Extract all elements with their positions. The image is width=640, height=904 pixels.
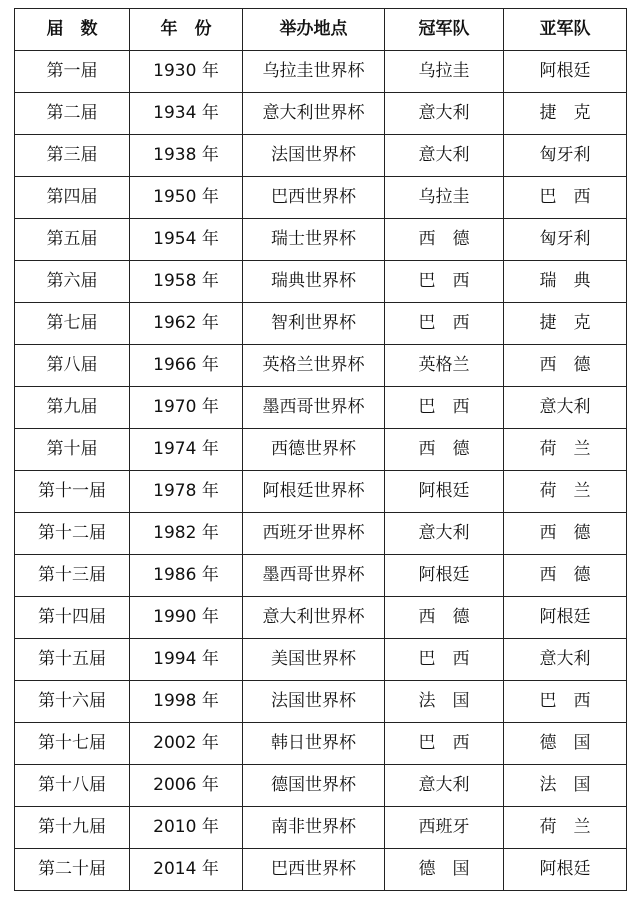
champion-cell: 意大利 xyxy=(385,135,504,177)
edition-cell: 第十二届 xyxy=(15,513,130,555)
table-header-row xyxy=(15,9,627,51)
table-row xyxy=(15,723,627,765)
runner-up-cell: 阿根廷 xyxy=(504,597,627,639)
host-cell: 南非世界杯 xyxy=(243,807,385,849)
table-row xyxy=(15,135,627,177)
table-row xyxy=(15,471,627,513)
host-cell: 法国世界杯 xyxy=(243,135,385,177)
edition-cell: 第六届 xyxy=(15,261,130,303)
year-cell: 1954 年 xyxy=(130,219,243,261)
edition-cell: 第二十届 xyxy=(15,849,130,891)
host-cell: 瑞典世界杯 xyxy=(243,261,385,303)
table-row xyxy=(15,639,627,681)
champion-cell: 巴 西 xyxy=(385,303,504,345)
runner-up-cell: 西 德 xyxy=(504,555,627,597)
table-row xyxy=(15,681,627,723)
runner-up-cell: 阿根廷 xyxy=(504,51,627,93)
runner-up-cell: 西 德 xyxy=(504,513,627,555)
champion-cell: 西班牙 xyxy=(385,807,504,849)
table-row xyxy=(15,429,627,471)
host-cell: 英格兰世界杯 xyxy=(243,345,385,387)
edition-cell: 第十四届 xyxy=(15,597,130,639)
host-cell: 墨西哥世界杯 xyxy=(243,555,385,597)
year-cell: 1978 年 xyxy=(130,471,243,513)
edition-cell: 第一届 xyxy=(15,51,130,93)
champion-cell: 巴 西 xyxy=(385,261,504,303)
edition-cell: 第七届 xyxy=(15,303,130,345)
champion-cell: 意大利 xyxy=(385,93,504,135)
runner-up-cell: 意大利 xyxy=(504,387,627,429)
edition-cell: 第五届 xyxy=(15,219,130,261)
edition-cell: 第二届 xyxy=(15,93,130,135)
host-cell: 墨西哥世界杯 xyxy=(243,387,385,429)
champion-cell: 阿根廷 xyxy=(385,471,504,513)
year-cell: 1990 年 xyxy=(130,597,243,639)
year-cell: 1962 年 xyxy=(130,303,243,345)
edition-cell: 第十八届 xyxy=(15,765,130,807)
champion-cell: 西 德 xyxy=(385,429,504,471)
champion-cell: 西 德 xyxy=(385,219,504,261)
host-cell: 巴西世界杯 xyxy=(243,849,385,891)
world-cup-results-table-container xyxy=(14,8,626,891)
host-cell: 美国世界杯 xyxy=(243,639,385,681)
edition-cell: 第十一届 xyxy=(15,471,130,513)
champion-cell: 法 国 xyxy=(385,681,504,723)
table-row xyxy=(15,303,627,345)
runner-up-cell: 捷 克 xyxy=(504,93,627,135)
table-row xyxy=(15,849,627,891)
runner-up-cell: 法 国 xyxy=(504,765,627,807)
table-row xyxy=(15,345,627,387)
host-cell: 意大利世界杯 xyxy=(243,597,385,639)
table-row xyxy=(15,765,627,807)
champion-cell: 巴 西 xyxy=(385,723,504,765)
runner-up-cell: 匈牙利 xyxy=(504,219,627,261)
champion-cell: 巴 西 xyxy=(385,639,504,681)
champion-cell: 乌拉圭 xyxy=(385,51,504,93)
runner-up-cell: 荷 兰 xyxy=(504,807,627,849)
host-cell: 意大利世界杯 xyxy=(243,93,385,135)
table-row xyxy=(15,555,627,597)
runner-up-cell: 意大利 xyxy=(504,639,627,681)
champion-cell: 意大利 xyxy=(385,765,504,807)
year-cell: 2006 年 xyxy=(130,765,243,807)
champion-cell: 德 国 xyxy=(385,849,504,891)
table-row xyxy=(15,51,627,93)
year-cell: 1982 年 xyxy=(130,513,243,555)
header-year: 年 份 xyxy=(130,9,243,51)
year-cell: 1930 年 xyxy=(130,51,243,93)
table-row xyxy=(15,261,627,303)
host-cell: 巴西世界杯 xyxy=(243,177,385,219)
table-row xyxy=(15,93,627,135)
table-row xyxy=(15,219,627,261)
runner-up-cell: 阿根廷 xyxy=(504,849,627,891)
champion-cell: 意大利 xyxy=(385,513,504,555)
edition-cell: 第九届 xyxy=(15,387,130,429)
runner-up-cell: 捷 克 xyxy=(504,303,627,345)
champion-cell: 巴 西 xyxy=(385,387,504,429)
edition-cell: 第十届 xyxy=(15,429,130,471)
champion-cell: 阿根廷 xyxy=(385,555,504,597)
host-cell: 德国世界杯 xyxy=(243,765,385,807)
year-cell: 1950 年 xyxy=(130,177,243,219)
runner-up-cell: 西 德 xyxy=(504,345,627,387)
header-edition: 届 数 xyxy=(15,9,130,51)
edition-cell: 第四届 xyxy=(15,177,130,219)
host-cell: 智利世界杯 xyxy=(243,303,385,345)
year-cell: 2010 年 xyxy=(130,807,243,849)
header-host: 举办地点 xyxy=(243,9,385,51)
year-cell: 1986 年 xyxy=(130,555,243,597)
host-cell: 法国世界杯 xyxy=(243,681,385,723)
champion-cell: 英格兰 xyxy=(385,345,504,387)
year-cell: 1966 年 xyxy=(130,345,243,387)
champion-cell: 西 德 xyxy=(385,597,504,639)
edition-cell: 第十九届 xyxy=(15,807,130,849)
host-cell: 西班牙世界杯 xyxy=(243,513,385,555)
runner-up-cell: 巴 西 xyxy=(504,681,627,723)
host-cell: 瑞士世界杯 xyxy=(243,219,385,261)
edition-cell: 第十五届 xyxy=(15,639,130,681)
table-row xyxy=(15,513,627,555)
table-row xyxy=(15,597,627,639)
year-cell: 1958 年 xyxy=(130,261,243,303)
host-cell: 阿根廷世界杯 xyxy=(243,471,385,513)
header-runner-up: 亚军队 xyxy=(504,9,627,51)
year-cell: 1974 年 xyxy=(130,429,243,471)
header-champion: 冠军队 xyxy=(385,9,504,51)
host-cell: 西德世界杯 xyxy=(243,429,385,471)
champion-cell: 乌拉圭 xyxy=(385,177,504,219)
year-cell: 2002 年 xyxy=(130,723,243,765)
runner-up-cell: 匈牙利 xyxy=(504,135,627,177)
year-cell: 1994 年 xyxy=(130,639,243,681)
host-cell: 韩日世界杯 xyxy=(243,723,385,765)
table-row xyxy=(15,807,627,849)
table-row xyxy=(15,177,627,219)
edition-cell: 第十六届 xyxy=(15,681,130,723)
runner-up-cell: 德 国 xyxy=(504,723,627,765)
table-row xyxy=(15,387,627,429)
table-body xyxy=(15,51,627,891)
edition-cell: 第十七届 xyxy=(15,723,130,765)
year-cell: 1998 年 xyxy=(130,681,243,723)
edition-cell: 第八届 xyxy=(15,345,130,387)
runner-up-cell: 巴 西 xyxy=(504,177,627,219)
runner-up-cell: 瑞 典 xyxy=(504,261,627,303)
year-cell: 1934 年 xyxy=(130,93,243,135)
runner-up-cell: 荷 兰 xyxy=(504,471,627,513)
host-cell: 乌拉圭世界杯 xyxy=(243,51,385,93)
year-cell: 1938 年 xyxy=(130,135,243,177)
year-cell: 1970 年 xyxy=(130,387,243,429)
year-cell: 2014 年 xyxy=(130,849,243,891)
runner-up-cell: 荷 兰 xyxy=(504,429,627,471)
edition-cell: 第十三届 xyxy=(15,555,130,597)
edition-cell: 第三届 xyxy=(15,135,130,177)
world-cup-results-table xyxy=(14,8,627,891)
